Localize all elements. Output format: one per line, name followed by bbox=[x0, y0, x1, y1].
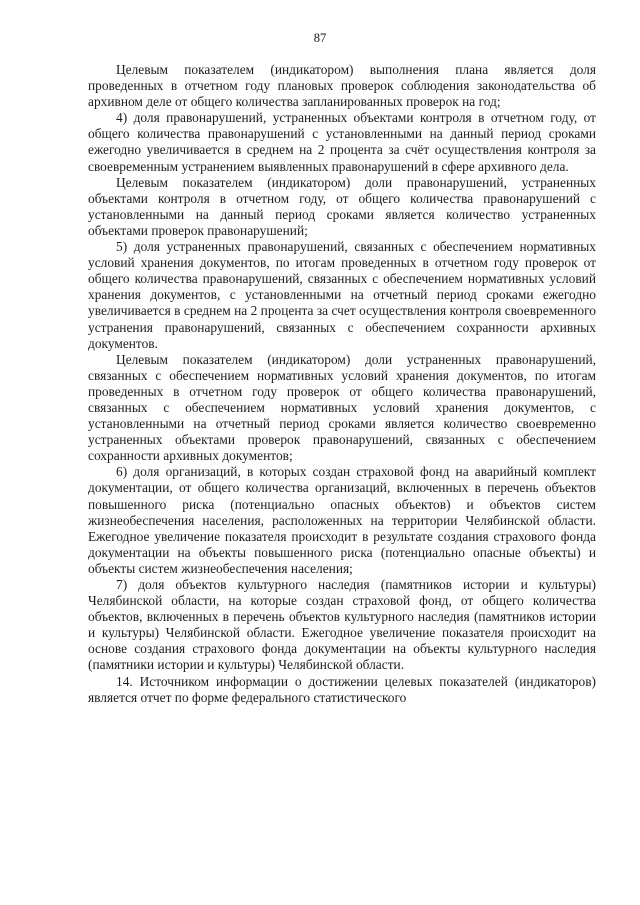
paragraph-item-5: 5) доля устраненных правонарушений, связанных с обеспечением нормативных условий хранения документов, по итогам проведенных в отчетном году проверок от общего количества правонарушений, связанных с обеспечением нормативных условий хранения документов, с установленными на отчетный период сроками ежегодно увеличивается в среднем на 2 процента за счет осуществления контроля своевременного устранения правонарушений, связанных с обеспечением сохранности архивных документов. bbox=[88, 239, 596, 351]
paragraph-item-4: 4) доля правонарушений, устраненных объектами контроля в отчетном году, от общего количества правонарушений с установленными на данный период сроками ежегодно увеличивается в среднем на 2 процента за счёт осуществления контроля за своевременным устранением выявленных правонарушений в сфере архивного дела. bbox=[88, 110, 596, 174]
paragraph-item-4-indicator: Целевым показателем (индикатором) доли правонарушений, устраненных объектами контроля в отчетном году, от общего количества правонарушений с установленными на данный период сроками является количество устраненных объектами проверок правонарушений; bbox=[88, 174, 596, 238]
paragraph-plan-indicator: Целевым показателем (индикатором) выполнения плана является доля проведенных в отчетном году плановых проверок соблюдения законодательства об архивном деле от общего количества запланированных проверок на год; bbox=[88, 62, 596, 110]
paragraph-section-14: 14. Источником информации о достижении целевых показателей (индикаторов) является отчет по форме федерального статистического bbox=[88, 673, 596, 705]
document-body bbox=[88, 62, 596, 706]
page-number: 87 bbox=[313, 31, 327, 45]
paragraph-item-7: 7) доля объектов культурного наследия (памятников истории и культуры) Челябинской области, на которые создан страховой фонд, от общего количества объектов, включенных в перечень объектов культурного наследия (памятников истории и культуры) Челябинской области. Ежегодное увеличение показателя происходит на основе создания страхового фонда документации на объекты культурного наследия (памятники истории и культуры) Челябинской области. bbox=[88, 577, 596, 673]
paragraph-item-5-indicator: Целевым показателем (индикатором) доли устраненных правонарушений, связанных с обеспечением нормативных условий хранения документов, по итогам проведенных в отчетном году проверок от общего количества правонарушений, связанных с обеспечением нормативных условий хранения документов, с установленными на отчетный период сроками является количество своевременно устраненных объектами проверок правонарушений, связанных с обеспечением сохранности архивных документов; bbox=[88, 351, 596, 464]
paragraph-item-6: 6) доля организаций, в которых создан страховой фонд на аварийный комплект документации, от общего количества организаций, включенных в перечень объектов повышенного риска (потенциально опасных объектов) и объектов систем жизнеобеспечения населения, расположенных на территории Челябинской области. Ежегодное увеличение показателя происходит в результате создания страхового фонда документации на объекты повышенного риска (потенциально опасные объекты) и объекты систем жизнеобеспечения населения; bbox=[88, 464, 596, 576]
